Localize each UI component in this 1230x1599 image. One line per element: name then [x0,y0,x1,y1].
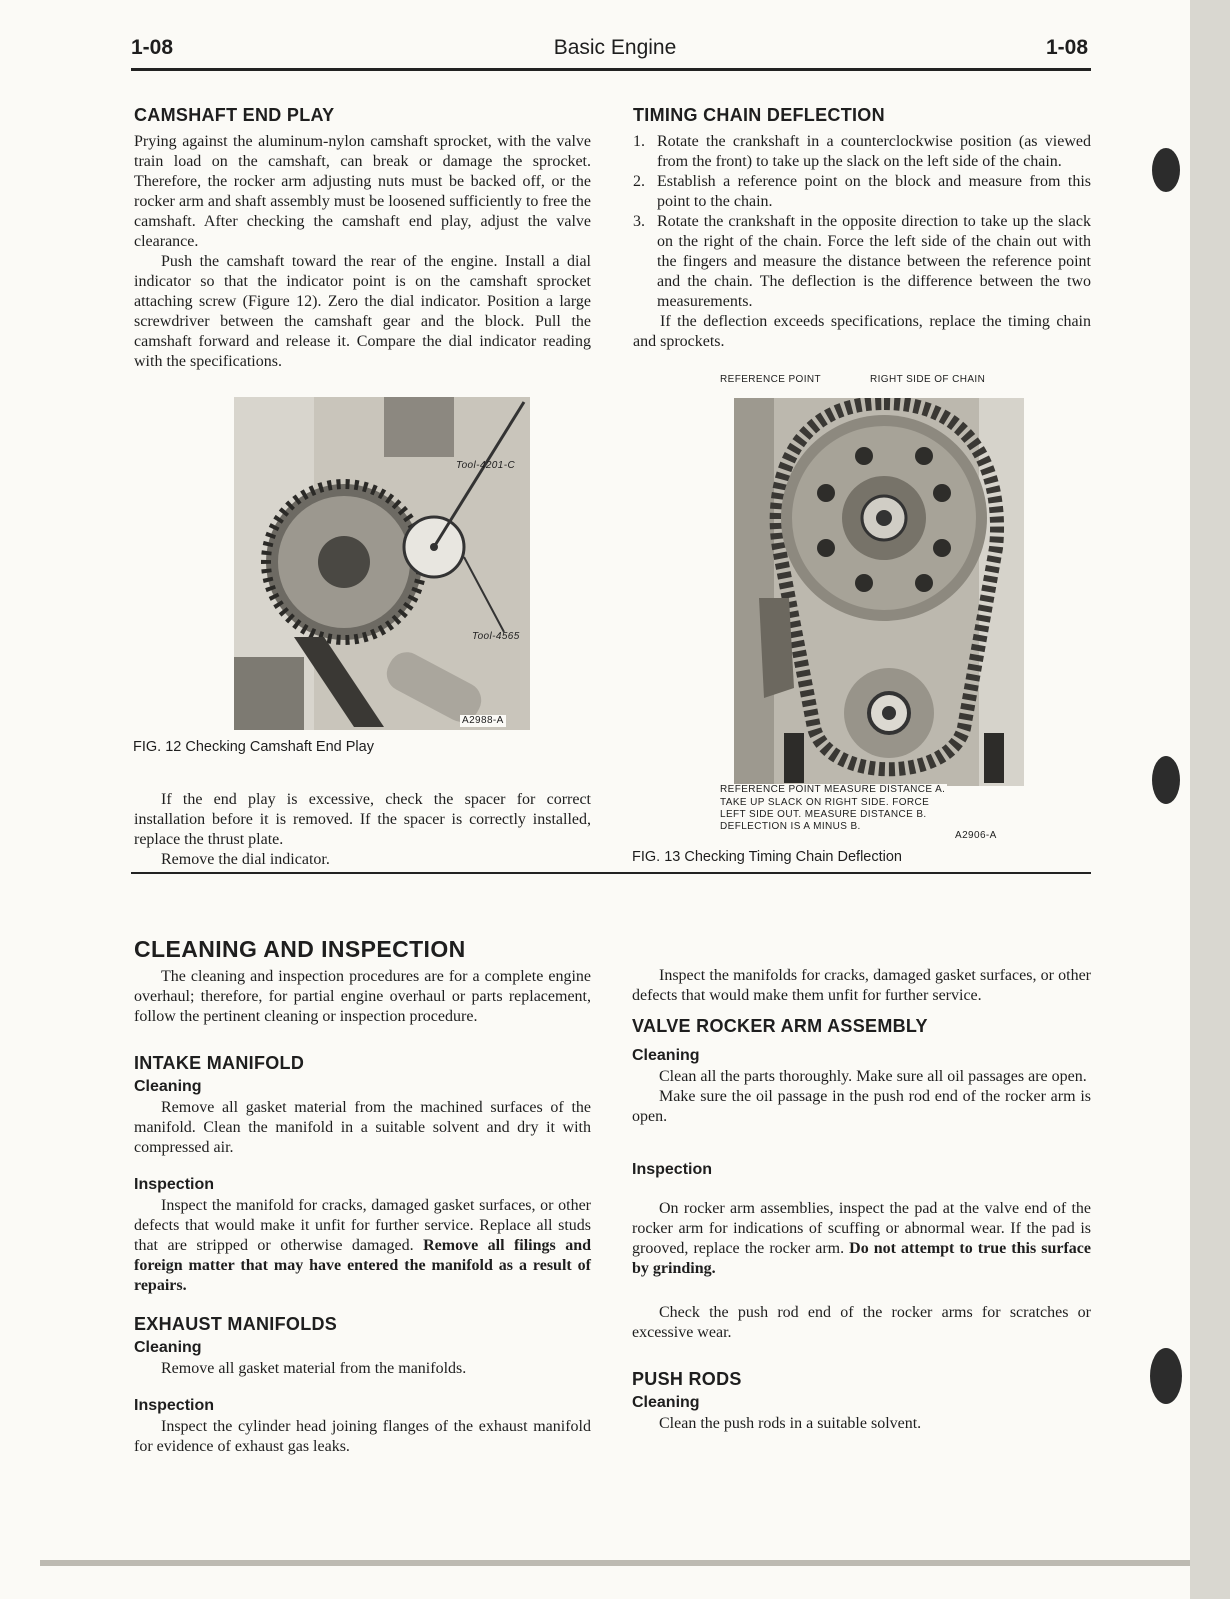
figure-12-tool-label-1: Tool-4201-C [456,460,516,471]
camshaft-paragraph-1: Prying against the aluminum-nylon camshaft sprocket, with the valve train load on the camshaft, can break or damage the sprocket. Therefore, the rocker arm adjusting nuts must be backed off, or the rocker arm and shaft assembly must be loosened sufficiently to free the camshaft. After checking the camshaft end play, adjust the valve clearance. [134,133,591,250]
page-number-left: 1-08 [131,36,174,59]
timing-step-text: Rotate the crankshaft in a counterclockwise position (as viewed from the front) to take up the slack on the left side of the chain. [657,133,1091,170]
timing-heading: TIMING CHAIN DEFLECTION [633,105,885,125]
camshaft-paragraph-4: Remove the dial indicator. [161,851,330,868]
figure-13-caption: FIG. 13 Checking Timing Chain Deflection [632,849,902,865]
rocker-cleaning-label: Cleaning [632,1047,700,1064]
intake-inspection-text [134,1196,591,1296]
exhaust-inspection-label: Inspection [134,1397,215,1414]
camshaft-sprocket-illustration [234,397,530,730]
cleaning-intro: The cleaning and inspection procedures are for a complete engine overhaul; therefore, for partial engine overhaul or parts replacement, follow the pertinent cleaning or inspection procedure. [134,968,591,1025]
rocker-cleaning-text-2: Make sure the oil passage in the push rod end of the rocker arm is open. [632,1088,1091,1125]
manifolds-inspection-text: Inspect the manifolds for cracks, damaged gasket surfaces, or other defects that would make them unfit for further service. [632,967,1091,1004]
timing-paragraph: If the deflection exceeds specifications, replace the timing chain and sprockets. [633,313,1091,350]
camshaft-heading: CAMSHAFT END PLAY [134,105,335,125]
intake-cleaning-label: Cleaning [134,1078,202,1095]
figure-13-id: A2906-A [955,830,997,841]
intake-inspection-label: Inspection [134,1176,215,1193]
timing-step: 2. Establish a reference point on the block and measure from this point to the chain. [633,173,1091,210]
timing-steps [633,132,1091,312]
pushrods-cleaning-label: Cleaning [632,1394,700,1411]
pushrods-heading: PUSH RODS [632,1369,742,1389]
cleaning-heading: CLEANING AND INSPECTION [134,936,466,962]
header-rule [131,68,1091,71]
camshaft-paragraph-3: If the end play is excessive, check the spacer for correct installation before it is removed. If the spacer is correctly installed, replace the thrust plate. [134,791,591,848]
rocker-inspection-body: On rocker arm assemblies, inspect the pad at the valve end of the rocker arm for indications of scuffing or abnormal wear. If the pad is grooved, replace the rocker arm. [632,1200,1091,1257]
exhaust-heading: EXHAUST MANIFOLDS [134,1314,338,1334]
bottom-edge [40,1560,1190,1566]
intake-cleaning-text: Remove all gasket material from the machined surfaces of the manifold. Clean the manifold in a suitable solvent and dry it with compressed air. [134,1099,591,1156]
figure-12-id: A2988-A [462,715,504,726]
cleaning-right-column [632,966,1091,1434]
cleaning-left-column [134,936,591,1457]
intake-inspection-warning: Remove all filings and foreign matter that may have entered the manifold as a result of repairs. [134,1237,591,1294]
timing-section [633,105,1091,352]
timing-step-text: Establish a reference point on the block and measure from this point to the chain. [657,173,1091,210]
figure-12-photo [234,397,530,730]
camshaft-paragraph-2: Push the camshaft toward the rear of the engine. Install a dial indicator so that the indicator point is on the camshaft sprocket attaching screw (Figure 12). Zero the dial indicator. Position a large screwdriver between the camshaft gear and the block. Pull the camshaft forward and release it. Compare the dial indicator reading with the specifications. [134,253,591,370]
figure-13-label-bottom: REFERENCE POINT MEASURE DISTANCE A. [720,784,946,795]
figure-13-note-line: TAKE UP SLACK ON RIGHT SIDE. FORCE [720,797,930,808]
rocker-cleaning-text-1: Clean all the parts thoroughly. Make sure all oil passages are open. [659,1068,1087,1085]
figure-13-note-line: DEFLECTION IS A MINUS B. [720,821,861,832]
pushrods-cleaning-text: Clean the push rods in a suitable solvent. [659,1415,922,1432]
rocker-inspection-text-2: Check the push rod end of the rocker arms for scratches or excessive wear. [632,1304,1091,1341]
intake-inspection-body: Inspect the manifold for cracks, damaged gasket surfaces, or other defects that would make it unfit for further service. Replace all studs that are stripped or otherwise damaged. [134,1197,591,1254]
exhaust-inspection-text: Inspect the cylinder head joining flanges of the exhaust manifold for evidence of exhaust gas leaks. [134,1418,591,1455]
rocker-inspection-warning: Do not attempt to true this surface by grinding. [632,1240,1092,1277]
section-divider [131,872,1091,874]
timing-step: 1. Rotate the crankshaft in a counterclockwise position (as viewed from the front) to take up the slack on the left side of the chain. [633,133,1091,170]
figure-13-label-right-side: RIGHT SIDE OF CHAIN [870,374,986,385]
figure-13-note [720,797,929,833]
rocker-heading: VALVE ROCKER ARM ASSEMBLY [632,1016,928,1036]
intake-heading: INTAKE MANIFOLD [134,1053,305,1073]
figure-12-tool-label-2: Tool-4565 [472,631,520,642]
page-number-right: 1-08 [1046,36,1089,59]
timing-step: 3. Rotate the crankshaft in the opposite direction to take up the slack on the right of the chain. Force the left side of the chain out with the fingers and measure the distance between the reference point and the chain. The deflection is the difference between the two measurements. [633,213,1091,310]
exhaust-cleaning-label: Cleaning [134,1339,202,1356]
timing-chain-illustration [734,398,1024,786]
figure-12-caption: FIG. 12 Checking Camshaft End Play [133,739,374,755]
page-edge [1190,0,1230,1599]
rocker-inspection-label: Inspection [632,1161,713,1178]
camshaft-followup [134,790,591,870]
figure-13-label-reference-point: REFERENCE POINT [720,374,822,385]
exhaust-cleaning-text: Remove all gasket material from the manifolds. [161,1360,467,1377]
figure-13-note-line: LEFT SIDE OUT. MEASURE DISTANCE B. [720,809,927,820]
timing-step-text: Rotate the crankshaft in the opposite direction to take up the slack on the right of the chain. Force the left side of the chain out with the fingers and measure the distance between the reference point and the chain. The deflection is the difference between the two measurements. [657,213,1091,310]
page-title: Basic Engine [553,36,677,59]
camshaft-section [134,105,591,372]
rocker-inspection-text-1 [632,1199,1091,1279]
figure-13-photo [734,398,1024,786]
